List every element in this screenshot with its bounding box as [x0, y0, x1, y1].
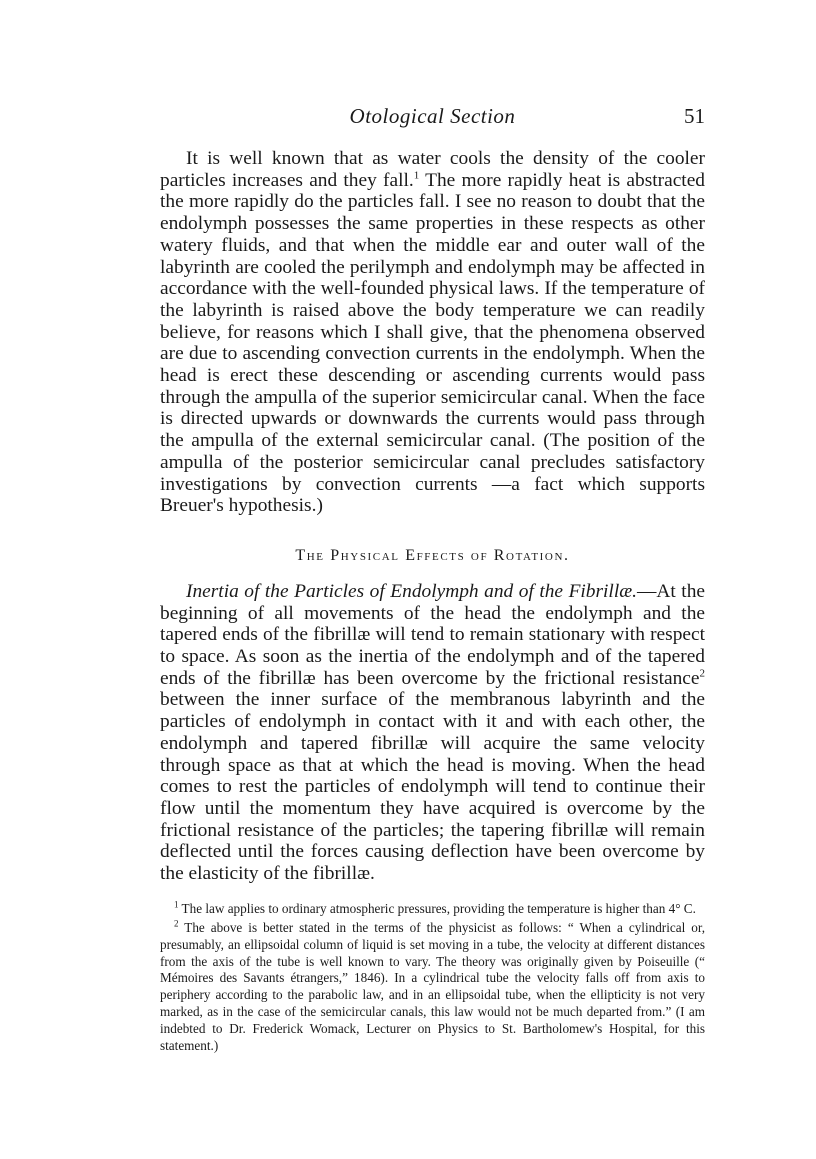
page-number: 51 — [684, 104, 705, 128]
paragraph-inertia — [160, 581, 705, 885]
page-header — [160, 104, 705, 134]
paragraph-inertia-lead: Inertia of the Particles of Endolymph and of the Fibrillæ. — [186, 580, 637, 602]
footnote-2-text: The above is better stated in the terms of the physicist as follows: “ When a cylindrical or, presumably, an ellipsoidal column of liquid is set moving in a tube, the velocity at different distances from the axis of the tube is well known to vary. The theory was originally given by Poiseuille (“ Mémoires des Savants étrangers,” 1846). In a cylindrical tube the velocity falls off from axis to periphery according to the parabolic law, and in an ellipsoidal tube, when the ellipticity is not very marked, as in the case of the semicircular canals, this law would not be much departed from.” (I am indebted to Dr. Frederick Womack, Lecturer on Physics to St. Bartholomew's Hospital, for this statement.) — [160, 919, 705, 1054]
footnote-1-text: The law applies to ordinary atmospheric pressures, providing the temperature is higher than 4° C. — [178, 900, 696, 916]
page — [160, 104, 705, 1057]
footnote-1 — [160, 901, 705, 918]
paragraph-inertia-text-continued: between the inner surface of the membranous labyrinth and the particles of endolymph in contact with it and with each other, the endolymph and tapered fibrillæ will acquire the same velocity through space as that at which the head is moving. When the head comes to rest the particles of endolymph will tend to continue their flow until the momentum they have acquired is overcome by the frictional resistance of the particles; the tapering fibrillæ will remain deflected until the forces causing deflection have been overcome by the elasticity of the fibrillæ. — [160, 689, 705, 885]
footnote-ref-1[interactable]: 1 — [413, 169, 420, 182]
paragraph-inertia-text: —At the beginning of all movements of the head the endolymph and the tapered ends of the fibrillæ will tend to remain stationary with respect to space. As soon as the inertia of the endolymph and of the tapered ends of the fibrillæ has been overcome by the frictional resistance — [160, 580, 705, 689]
paragraph-convection-text: It is well known that as water cools the density of the cooler particles increases and they fall. — [160, 148, 705, 191]
footnote-2 — [160, 920, 705, 1055]
footnote-1-marker: 1 — [174, 899, 179, 910]
footnote-ref-2[interactable]: 2 — [699, 667, 705, 680]
running-head: Otological Section — [349, 104, 516, 128]
paragraph-convection — [160, 148, 705, 517]
paragraph-convection-text-continued: The more rapidly heat is abstracted the more rapidly do the particles fall. I see no reason to doubt that the endolymph possesses the same properties in these respects as other watery fluids, and that when the middle ear and outer wall of the labyrinth are cooled the perilymph and endolymph may be affected in accordance with the well-founded physical laws. If the temperature of the labyrinth is raised above the body temperature we can readily believe, for reasons which I shall give, that the phenomena observed are due to ascending convection currents in the endolymph. When the head is erect these descending or ascending currents would pass through the ampulla of the superior semicircular canal. When the face is directed upwards or downwards the currents would pass through the ampulla of the external semicircular canal. (The position of the ampulla of the posterior semicircular canal precludes satisfactory investigations by convection currents —a fact which supports Breuer's hypothesis.) — [160, 169, 705, 517]
footnotes — [160, 901, 705, 1055]
footnote-2-marker: 2 — [174, 918, 179, 929]
section-heading: The Physical Effects of Rotation. — [295, 546, 570, 564]
